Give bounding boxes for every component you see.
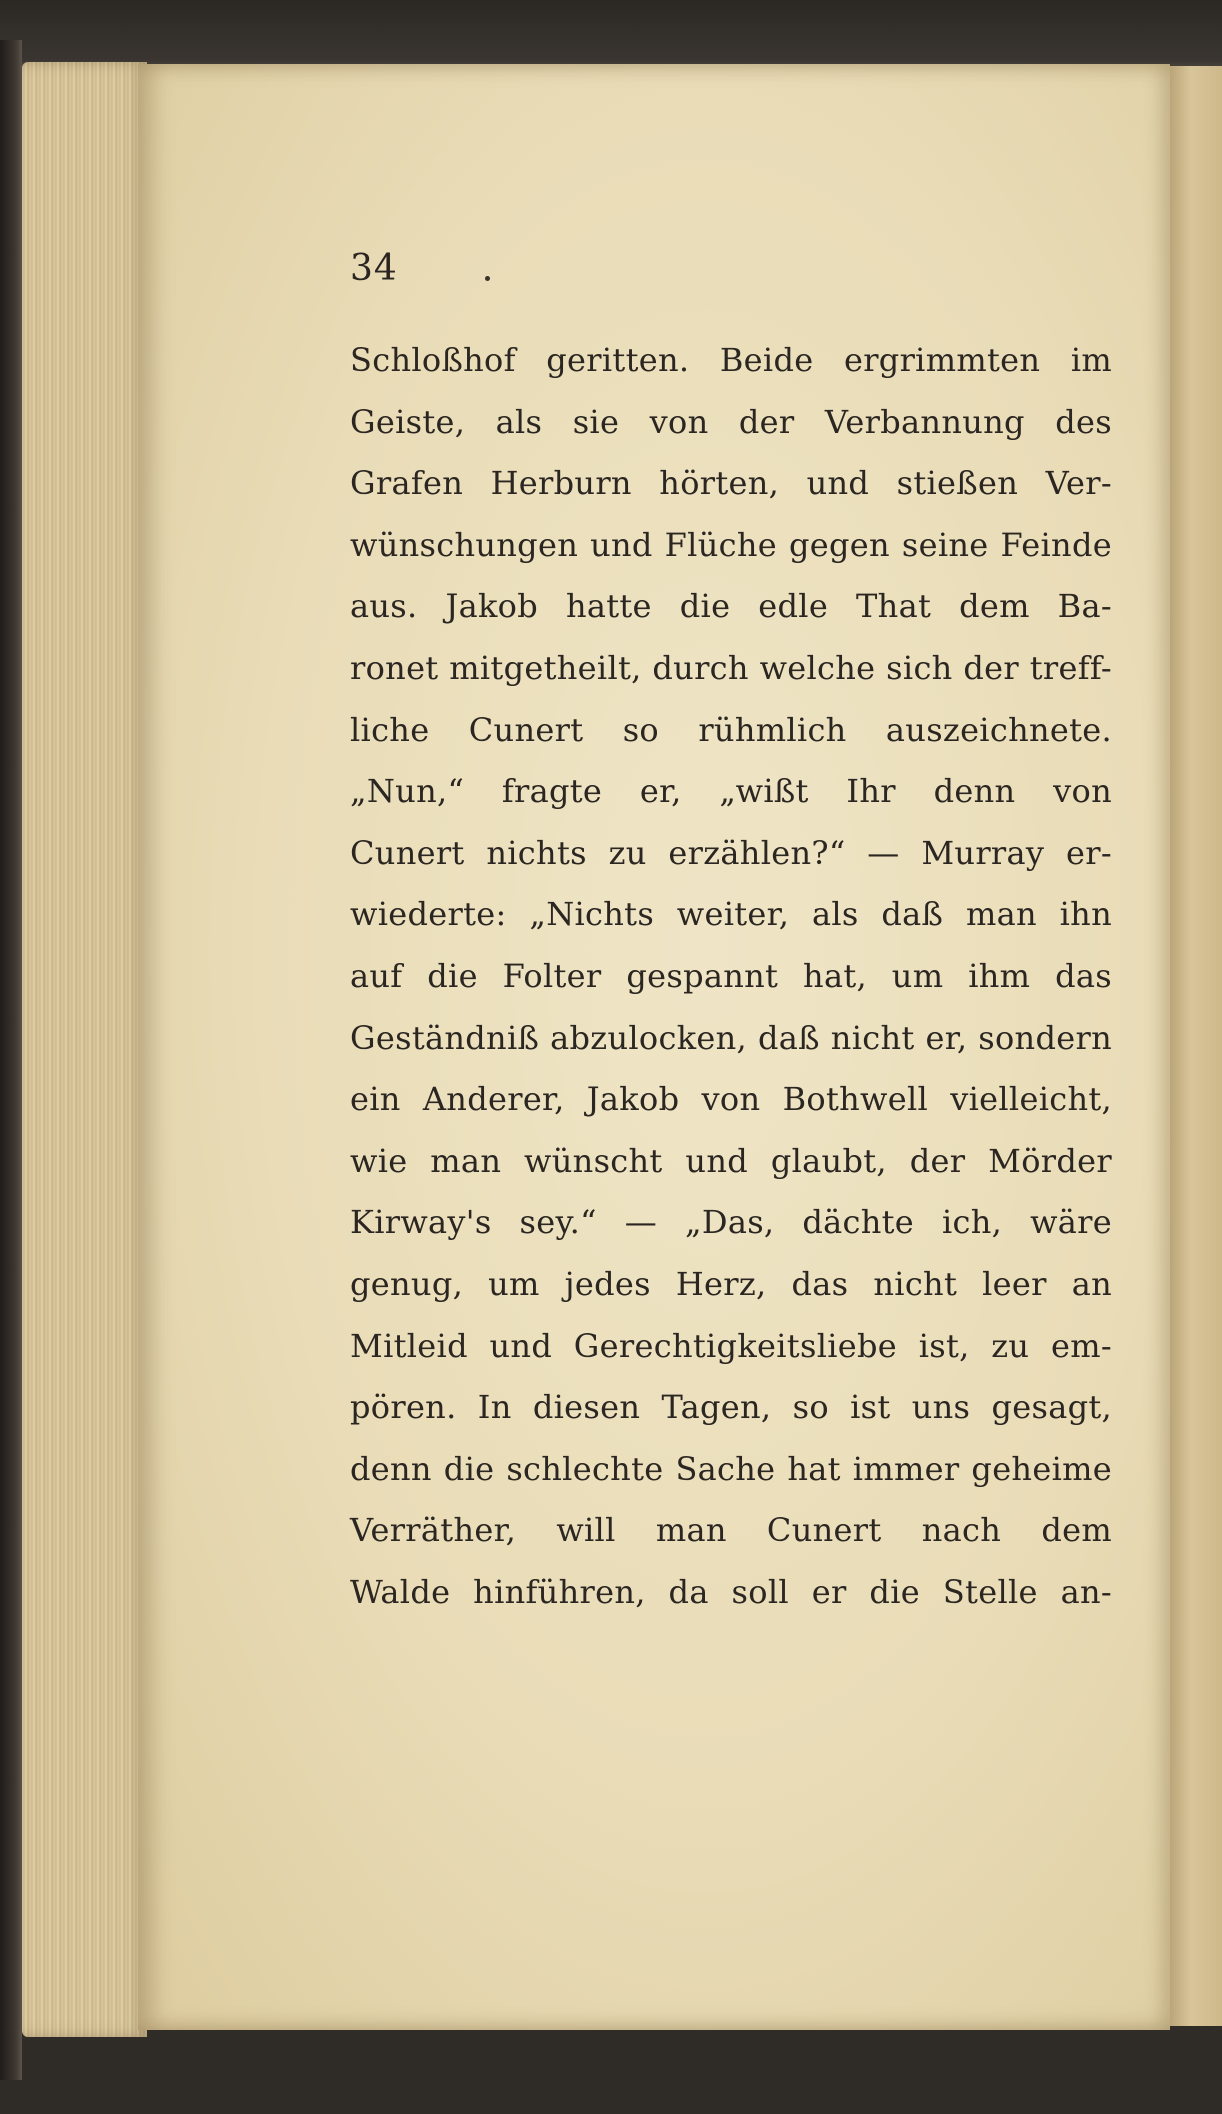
text-line: wiederte: „Nichts weiter, als daß man ihn — [350, 895, 1112, 934]
text-line: auf die Folter gespannt hat, um ihm das — [350, 956, 1112, 995]
text-line: wünschungen und Flüche gegen seine Feinde — [350, 525, 1112, 564]
text-line: ein Anderer, Jakob von Bothwell vielleicht, — [350, 1080, 1112, 1119]
text-line: wie man wünscht und glaubt, der Mörder — [350, 1141, 1112, 1180]
page-stack-edge — [22, 62, 147, 2037]
text-line: Grafen Herburn hörten, und stießen Ver- — [350, 464, 1112, 503]
book-cover-edge — [0, 40, 22, 2080]
text-line: Geständniß abzulocken, daß nicht er, sondern — [350, 1018, 1112, 1057]
text-line: Geiste, als sie von der Verbannung des — [350, 402, 1112, 441]
text-line: denn die schlechte Sache hat immer geheime — [350, 1449, 1112, 1488]
text-line: aus. Jakob hatte die edle That dem Ba- — [350, 587, 1112, 626]
printer-mark — [485, 276, 490, 281]
text-line: Schloßhof geritten. Beide ergrimmten im — [350, 341, 1112, 379]
page-text — [350, 330, 1112, 1623]
text-line: Verräther, will man Cunert nach dem — [350, 1511, 1112, 1550]
page-number: 34 — [350, 248, 398, 289]
text-line: pören. In diesen Tagen, so ist uns gesagt, — [350, 1388, 1112, 1427]
next-page-edge — [1170, 66, 1222, 2026]
text-line: Walde hinführen, da soll er die Stelle an- — [350, 1572, 1112, 1611]
text-line: Cunert nichts zu erzählen?“ — Murray er- — [350, 833, 1112, 872]
text-line: Kirway's sey.“ — „Das, dächte ich, wäre — [350, 1203, 1112, 1242]
text-line: Mitleid und Gerechtigkeitsliebe ist, zu em- — [350, 1326, 1112, 1365]
text-line: liche Cunert so rühmlich auszeichnete. — [350, 710, 1112, 749]
text-line: genug, um jedes Herz, das nicht leer an — [350, 1264, 1112, 1303]
text-line: ronet mitgetheilt, durch welche sich der treff- — [350, 648, 1112, 687]
text-line: „Nun,“ fragte er, „wißt Ihr denn von — [350, 772, 1112, 811]
